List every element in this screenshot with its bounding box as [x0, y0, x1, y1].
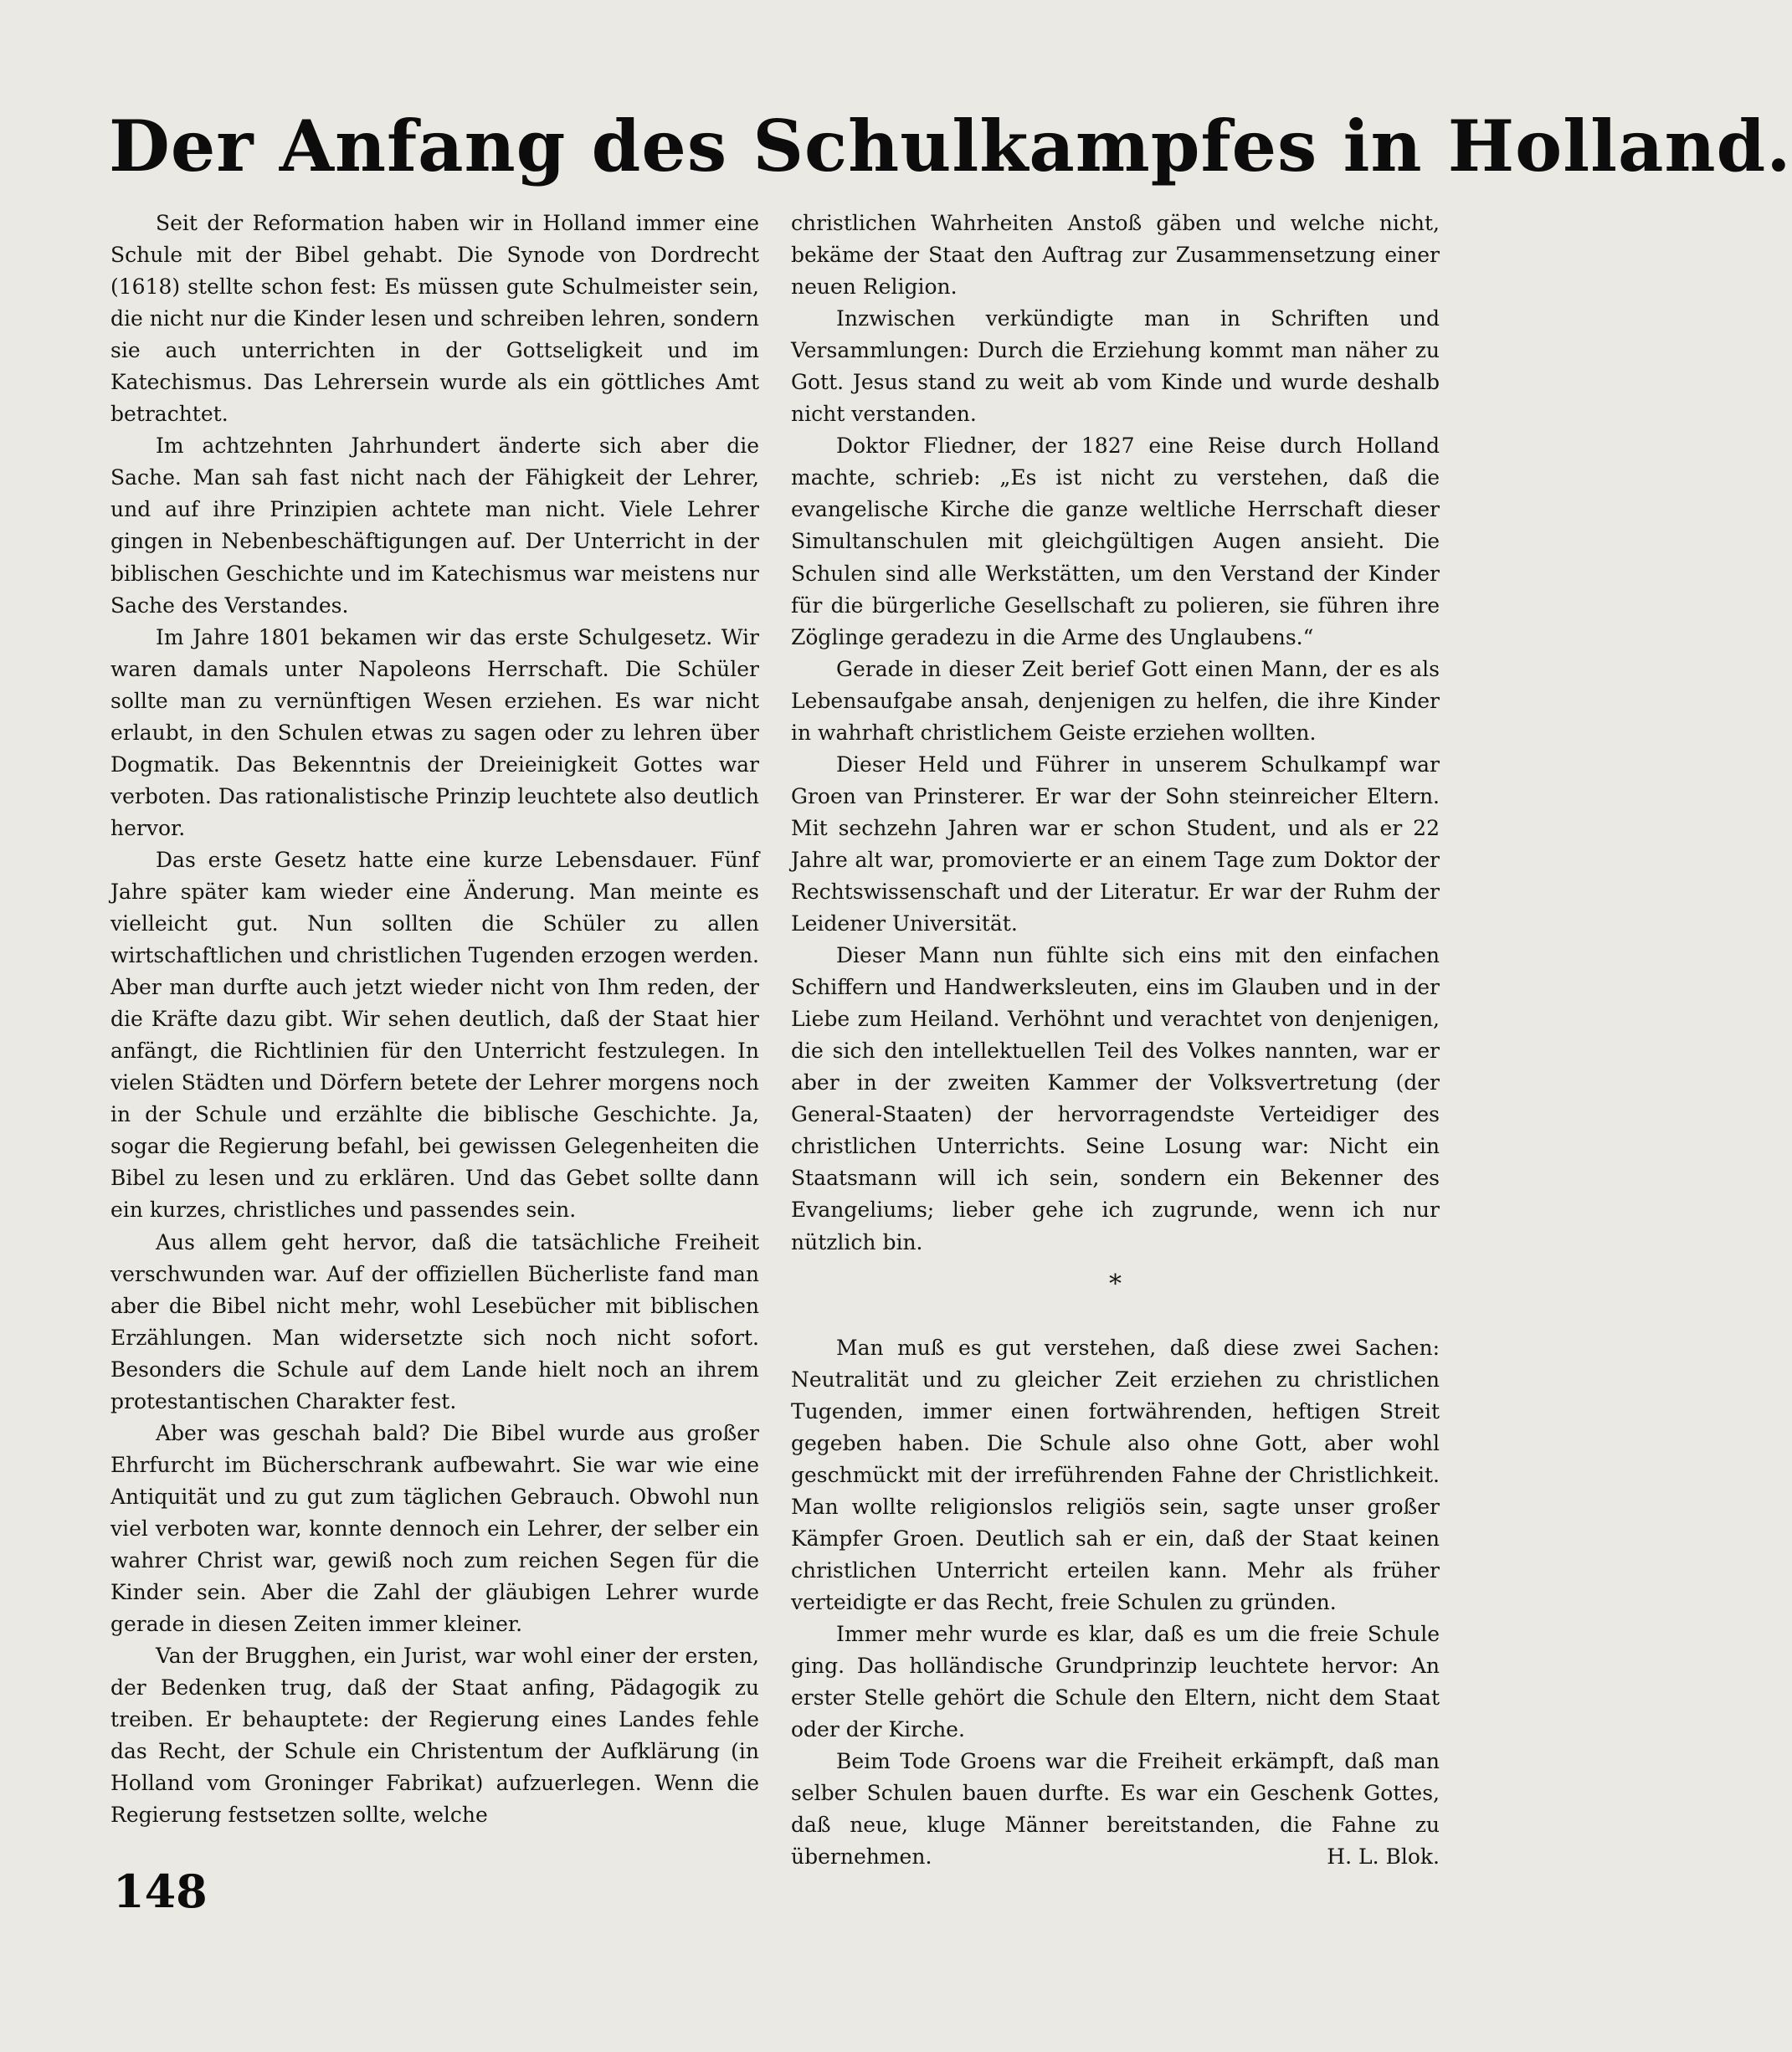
- paragraph: Inzwischen verkündigte man in Schriften und Versammlungen: Durch die Erziehung kommt man näher zu Gott. Jesus stand zu weit ab vom Kinde und wurde deshalb nicht verstanden.: [791, 306, 1440, 427]
- paragraph: Seit der Reformation haben wir in Holland immer eine Schule mit der Bibel gehabt. Die Synode von Dordrecht (1618) stellte schon fest: Es müssen gute Schulmeister sein, die nicht nur die Kinder lesen und schreiben lehren, sondern sie auch unterrichten in der Gottseligkeit und im Katechismus. Das Lehrersein wurde als ein göttliches Amt betrachtet.: [110, 211, 759, 427]
- paragraph: Dieser Mann nun fühlte sich eins mit den einfachen Schiffern und Handwerksleuten, eins im Glauben und in der Liebe zum Heiland. Verhöhnt und verachtet von denjenigen, die sich den intellektuellen Teil des Volkes nannten, war er aber in der zweiten Kammer der Volksvertretung (der General-Staaten) der hervorragendste Verteidiger des christlichen Unterrichts. Seine Losung war: Nicht ein Staatsmann will ich sein, sondern ein Bekenner des Evangeliums; lieber gehe ich zugrunde, wenn ich nur nützlich bin.: [791, 943, 1440, 1254]
- paragraph: Man muß es gut verstehen, daß diese zwei Sachen: Neutralität und zu gleicher Zeit erziehen zu christlichen Tugenden, immer einen fortwährenden, heftigen Streit gegeben haben. Die Schule also ohne Gott, aber wohl geschmückt mit der irreführenden Fahne der Christlichkeit. Man wollte religionslos religiös sein, sagte unser großer Kämpfer Groen. Deutlich sah er ein, daß der Staat keinen christlichen Unterricht erteilen kann. Mehr als früher verteidigte er das Recht, freie Schulen zu gründen.: [791, 1335, 1440, 1614]
- paragraph: christlichen Wahrheiten Anstoß gäben und welche nicht, bekäme der Staat den Auftrag zur Zusammensetzung einer neuen Religion.: [791, 211, 1440, 300]
- page-number: 148: [113, 1865, 208, 1918]
- paragraph: Van der Brugghen, ein Jurist, war wohl einer der ersten, der Bedenken trug, daß der Staat anfing, Pädagogik zu treiben. Er behauptete: der Regierung eines Landes fehle das Recht, der Schule ein Christentum der Aufklärung (in Holland vom Groninger Fabrikat) aufzuerlegen. Wenn die Regierung festsetzen sollte, welche: [110, 1644, 759, 1828]
- paragraph: Das erste Gesetz hatte eine kurze Lebensdauer. Fünf Jahre später kam wieder eine Änderung. Man meinte es vielleicht gut. Nun sollten die Schüler zu allen wirtschaftlichen und christlichen Tugenden erzogen werden. Aber man durfte auch jetzt wieder nicht von Ihm reden, der die Kräfte dazu gibt. Wir sehen deutlich, daß der Staat hier anfängt, die Richtlinien für den Unterricht festzulegen. In vielen Städten und Dörfern betete der Lehrer morgens noch in der Schule und erzählte die biblische Geschichte. Ja, sogar die Regierung befahl, bei gewissen Gelegenheiten die Bibel zu lesen und zu erklären. Und das Gebet sollte dann ein kurzes, christliches und passendes sein.: [110, 847, 759, 1223]
- author-signature: H. L. Blok.: [1327, 1844, 1440, 1870]
- paragraph: Dieser Held und Führer in unserem Schulkampf war Groen van Prinsterer. Er war der Sohn steinreicher Eltern. Mit sechzehn Jahren war er schon Student, und als er 22 Jahre alt war, promovierte er an einem Tage zum Doktor der Rechtswissenschaft und der Literatur. Er war der Ruhm der Leidener Universität.: [791, 752, 1440, 936]
- right-column: [791, 208, 1440, 1873]
- paragraph: Im achtzehnten Jahrhundert änderte sich aber die Sache. Man sah fast nicht nach der Fähigkeit der Lehrer, und auf ihre Prinzipien achtete man nicht. Viele Lehrer gingen in Nebenbeschäftigungen auf. Der Unterricht in der biblischen Geschichte und im Katechismus war meistens nur Sache des Verstandes.: [110, 433, 759, 618]
- paragraph: Im Jahre 1801 bekamen wir das erste Schulgesetz. Wir waren damals unter Napoleons Herrschaft. Die Schüler sollte man zu vernünftigen Wesen erziehen. Es war nicht erlaubt, in den Schulen etwas zu sagen oder zu lehren über Dogmatik. Das Bekenntnis der Dreieinigkeit Gottes war verboten. Das rationalistische Prinzip leuchtete also deutlich hervor.: [110, 624, 759, 840]
- left-column: [110, 208, 759, 1831]
- paragraph: Immer mehr wurde es klar, daß es um die freie Schule ging. Das holländische Grundprinzip leuchtete hervor: An erster Stelle gehört die Schule den Eltern, nicht dem Staat oder der Kirche.: [791, 1622, 1440, 1742]
- paragraph: Aus allem geht hervor, daß die tatsächliche Freiheit verschwunden war. Auf der offiziellen Bücherliste fand man aber die Bibel nicht mehr, wohl Lesebücher mit biblischen Erzählungen. Man widersetzte sich noch nicht sofort. Besonders die Schule auf dem Lande hielt noch an ihrem protestantischen Charakter fest.: [110, 1229, 759, 1413]
- paragraph: Aber was geschah bald? Die Bibel wurde aus großer Ehrfurcht im Bücherschrank aufbewahrt. Sie war wie eine Antiquität und zu gut zum täglichen Gebrauch. Obwohl nun viel verboten war, konnte dennoch ein Lehrer, der selber ein wahrer Christ war, gewiß noch zum reichen Segen für die Kinder sein. Aber die Zahl der gläubigen Lehrer wurde gerade in diesen Zeiten immer kleiner.: [110, 1420, 759, 1637]
- closing-paragraph: [791, 1746, 1440, 1873]
- paragraph-text: Beim Tode Groens war die Freiheit erkämpft, daß man selber Schulen bauen durfte. Es war ein Geschenk Gottes, daß neue, kluge Männer bereitstanden, die Fahne zu übernehmen.: [791, 1749, 1440, 1870]
- paragraph: Doktor Fliedner, der 1827 eine Reise durch Holland machte, schrieb: „Es ist nicht zu verstehen, daß die evangelische Kirche die ganze weltliche Herrschaft dieser Simultanschulen mit gleichgültigen Augen ansieht. Die Schulen sind alle Werkstätten, um den Verstand der Kinder für die bürgerliche Gesellschaft zu polieren, sie führen ihre Zöglinge geradezu in die Arme des Unglaubens.“: [791, 433, 1440, 649]
- section-separator: *: [1109, 1269, 1122, 1299]
- paragraph: Gerade in dieser Zeit berief Gott einen Mann, der es als Lebensaufgabe ansah, denjenigen zu helfen, die ihre Kinder in wahrhaft christlichem Geiste erziehen wollten.: [791, 656, 1440, 745]
- article-title: Der Anfang des Schulkampfes in Holland.: [109, 105, 1792, 187]
